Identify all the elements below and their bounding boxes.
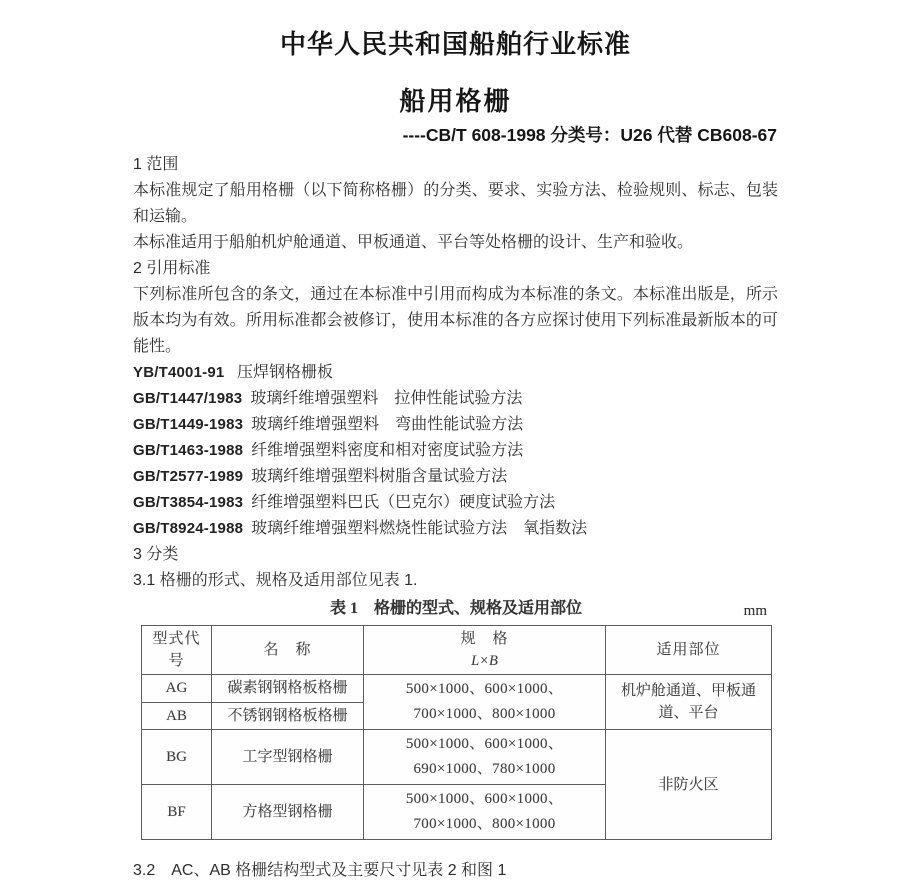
spec-line: 700×1000、800×1000 — [413, 706, 556, 722]
spec-line: 700×1000、800×1000 — [413, 816, 556, 832]
table-1-block — [141, 598, 771, 840]
section-2-heading: 2 引用标准 — [133, 260, 211, 277]
cell-name-ab: 不锈钢钢格板格栅 — [212, 702, 364, 730]
reference-code: GB/T1447/1983 — [133, 390, 243, 407]
reference-title: 压焊钢格栅板 — [237, 364, 334, 381]
reference-title: 玻璃纤维增强塑料 拉伸性能试验方法 — [250, 390, 523, 407]
header-cell-application: 适用部位 — [606, 626, 772, 675]
header-spec-line2: L×B — [471, 653, 498, 669]
reference-title: 玻璃纤维增强塑料燃烧性能试验方法 氧指数法 — [251, 520, 588, 537]
cell-code-bf: BF — [142, 785, 212, 840]
reference-title: 纤维增强塑料密度和相对密度试验方法 — [251, 442, 524, 459]
reference-item — [133, 438, 778, 464]
reference-title: 玻璃纤维增强塑料 弯曲性能试验方法 — [251, 416, 524, 433]
reference-code: GB/T1449-1983 — [133, 416, 244, 433]
document-body — [133, 152, 778, 594]
section-1-paragraph-2: 本标准适用于船舶机炉舱通道、甲板通道、平台等处格栅的设计、生产和验收。 — [133, 234, 694, 251]
reference-title: 玻璃纤维增强塑料树脂含量试验方法 — [251, 468, 508, 485]
reference-item — [133, 412, 778, 438]
reference-code: GB/T2577-1989 — [133, 468, 244, 485]
header-cell-name: 名 称 — [212, 626, 364, 675]
reference-item — [133, 386, 778, 412]
section-1-heading: 1 范围 — [133, 156, 179, 173]
table-row-ag — [142, 675, 772, 703]
cell-spec-bf — [364, 785, 606, 840]
reference-code: GB/T1463-1988 — [133, 442, 244, 459]
reference-item — [133, 464, 778, 490]
table-1-caption-row — [141, 598, 771, 620]
reference-code: GB/T8924-1988 — [133, 520, 244, 537]
section-1-paragraph-1: 本标准规定了船用格栅（以下简称格栅）的分类、要求、实验方法、检验规则、标志、包装和运输。 — [133, 182, 778, 225]
header-spec-line1: 规 格 — [460, 631, 509, 647]
header-cell-spec — [364, 626, 606, 675]
table-1-unit-label: mm — [743, 603, 767, 619]
clause-3-2: 3.2 AC、AB 格栅结构型式及主要尺寸见表 2 和图 1 — [133, 862, 507, 879]
cell-code-ab: AB — [142, 702, 212, 730]
cell-code-bg: BG — [142, 730, 212, 785]
cell-spec-ag-ab — [364, 675, 606, 730]
header-cell-type-code: 型式代号 — [142, 626, 212, 675]
reference-code: YB/T4001-91 — [133, 364, 225, 381]
spec-line: 500×1000、600×1000、 — [405, 736, 564, 752]
cell-application-ag-ab: 机炉舱通道、甲板通道、平台 — [606, 675, 772, 730]
document-title: 中华人民共和国船舶行业标准 — [279, 29, 631, 59]
cell-code-ag: AG — [142, 675, 212, 703]
spec-line: 500×1000、600×1000、 — [405, 791, 564, 807]
section-2-paragraph-1: 下列标准所包含的条文，通过在本标准中引用而构成为本标准的条文。本标准出版是，所示版本均为有效。所用标准都会被修订，使用本标准的各方应探讨使用下列标准最新版本的可能性。 — [133, 286, 778, 355]
spec-line: 690×1000、780×1000 — [413, 761, 556, 777]
document-subtitle: 船用格栅 — [399, 86, 512, 116]
table-1 — [141, 625, 772, 840]
table-row-bg — [142, 730, 772, 785]
reference-code: GB/T3854-1983 — [133, 494, 244, 511]
table-1-header-row — [142, 626, 772, 675]
cell-name-ag: 碳素钢钢格板格栅 — [212, 675, 364, 703]
section-3-heading: 3 分类 — [133, 546, 179, 563]
table-1-caption: 表 1 格栅的型式、规格及适用部位 — [329, 600, 582, 617]
cell-name-bg: 工字型钢格栅 — [212, 730, 364, 785]
reference-item — [133, 360, 778, 386]
cell-spec-bg — [364, 730, 606, 785]
reference-item — [133, 516, 778, 542]
reference-item — [133, 490, 778, 516]
clause-3-1: 3.1 格栅的形式、规格及适用部位见表 1. — [133, 572, 418, 589]
spec-line: 500×1000、600×1000、 — [405, 681, 564, 697]
reference-title: 纤维增强塑料巴氏（巴克尔）硬度试验方法 — [251, 494, 556, 511]
standard-designation: ----CB/T 608-1998 分类号：U26 代替 CB608-67 — [402, 125, 777, 145]
cell-application-bg-bf: 非防火区 — [606, 730, 772, 840]
cell-name-bf: 方格型钢格栅 — [212, 785, 364, 840]
document-content — [133, 26, 778, 884]
